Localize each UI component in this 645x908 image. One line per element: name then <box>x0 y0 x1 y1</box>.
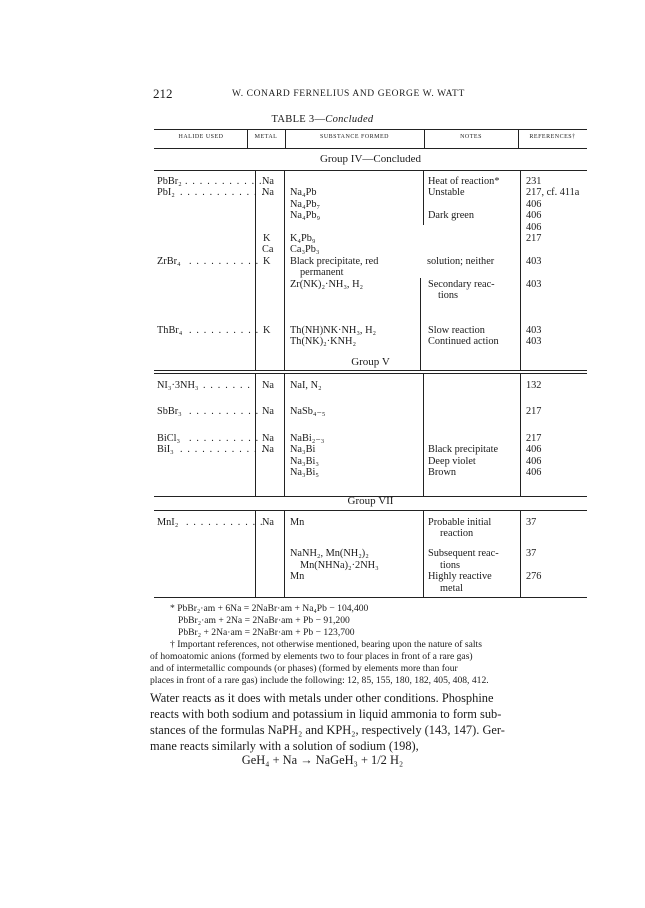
col-header-substance: SUBSTANCE FORMED <box>319 134 390 140</box>
body-text-line: mane reacts similarly with a solution of sodium (198), <box>150 739 419 753</box>
page-number: 212 <box>153 86 173 101</box>
reference-cell: 406 <box>526 467 542 478</box>
substance-cell: NaSb₄₋₅ <box>290 406 326 417</box>
reference-cell: 403 <box>526 325 542 336</box>
leader-dots: . . . . . . . . . . . <box>186 517 264 528</box>
notes-divider-g4a <box>423 170 424 225</box>
col-header-notes: NOTES <box>460 134 482 140</box>
metal-right-divider-g5 <box>284 373 285 496</box>
notes-cell: Continued action <box>428 336 499 347</box>
table-bottom-rule <box>154 597 587 598</box>
reference-cell: 406 <box>526 222 542 233</box>
substance-cell: permanent <box>300 267 344 278</box>
reference-cell: 217 <box>526 433 542 444</box>
refs-divider-g5 <box>520 373 521 496</box>
notes-cell: Probable initial <box>428 517 492 528</box>
metal-cell: Na <box>262 187 275 198</box>
notes-cell: Highly reactive <box>428 571 492 582</box>
notes-cell: tions <box>440 560 461 571</box>
metal-cell: K <box>263 256 271 267</box>
body-text-line: stances of the formulas NaPH₂ and KPH₂, respectively (143, 147). Ger- <box>150 723 505 737</box>
substance-cell: Zr(NK)₂·NH₃, H₂ <box>290 279 364 290</box>
metal-cell: Na <box>262 444 275 455</box>
leader-dots: . . . . . . . . . . <box>189 325 260 336</box>
metal-cell: Ca <box>262 244 274 255</box>
substance-cell: Na₄Pb₉ <box>290 210 321 221</box>
notes-cell: Unstable <box>428 187 465 198</box>
metal-cell: Na <box>262 176 275 187</box>
metal-cell: Na <box>262 433 275 444</box>
substance-cell: Mn <box>290 517 305 528</box>
substance-cell: Mn <box>290 571 305 582</box>
germane-equation: GeH₄ + Na → NaGeH₃ + 1/2 H₂ <box>241 753 404 767</box>
group-v-rule-top <box>154 370 587 371</box>
reference-cell: 406 <box>526 199 542 210</box>
substance-cell: Na₃Bi <box>290 444 316 455</box>
footnote-dagger-line: of homoatomic anions (formed by elements two to four places in front of a rare gas) <box>150 651 473 662</box>
substance-cell: Na₃Bi₅ <box>290 467 319 478</box>
refs-divider-g7 <box>520 510 521 597</box>
substance-cell: Black precipitate, red <box>290 256 379 267</box>
leader-dots: . . . . . . . . . . <box>189 406 260 417</box>
notes-cell: Heat of reaction* <box>428 176 500 187</box>
metal-cell: Na <box>262 517 275 528</box>
notes-cell: solution; neither <box>427 256 495 267</box>
metal-right-divider-g4 <box>284 170 285 370</box>
reference-cell: 406 <box>526 444 542 455</box>
footnote-dagger-line: places in front of a rare gas) include the following: 12, 85, 155, 180, 182, 405, 408, 412. <box>150 675 489 686</box>
substance-cell: Th(NK)₂·KNH₂ <box>290 336 357 347</box>
substance-cell: Na₄Pb <box>290 187 317 198</box>
group-vii-heading: Group VII <box>347 495 394 507</box>
substance-cell: NaBi₂₋₃ <box>290 433 325 444</box>
halide-pbi2: PbI₂ <box>157 187 175 198</box>
col-header-metal: METAL <box>254 134 278 140</box>
group-v-rule <box>154 373 587 374</box>
table-title-concluded: Concluded <box>325 114 374 125</box>
col-header-halide: HALIDE USED <box>178 134 224 140</box>
halide-thbr4: ThBr₄ <box>157 325 183 336</box>
metal-cell: K <box>263 233 271 244</box>
reference-cell: 217 <box>526 406 542 417</box>
halide-ni3: NI₃·3NH₃ <box>157 380 199 391</box>
running-header-authors: W. CONARD FERNELIUS AND GEORGE W. WATT <box>232 89 465 99</box>
notes-divider-g5 <box>423 373 424 496</box>
reference-cell: 406 <box>526 210 542 221</box>
metal-cell: K <box>263 325 271 336</box>
footnote-equation-2: PbBr₂·am + 2Na = 2NaBr·am + Pb − 91,200 <box>178 615 350 626</box>
substance-cell: Ca₃Pb₃ <box>290 244 320 255</box>
metal-right-divider-g7 <box>284 510 285 597</box>
body-text-line: reacts with both sodium and potassium in liquid ammonia to form sub- <box>150 707 502 721</box>
footnote-dagger-line: and of intermetallic compounds (or phases) (formed by elements more than four <box>150 663 458 674</box>
reference-cell: 403 <box>526 279 542 290</box>
halide-zrbr4: ZrBr₄ <box>157 256 181 267</box>
notes-cell: Black precipitate <box>428 444 499 455</box>
metal-left-divider-g4 <box>255 170 256 370</box>
notes-divider-g7 <box>423 510 424 597</box>
notes-cell: Deep violet <box>428 456 476 467</box>
notes-cell: metal <box>440 583 463 594</box>
group-vii-rule <box>154 510 587 511</box>
substance-cell: Mn(NHNa)₂·2NH₃ <box>300 560 379 571</box>
notes-cell: reaction <box>440 528 474 539</box>
leader-dots: . . . . . . . . . . <box>189 256 260 267</box>
table-title-main: TABLE 3— <box>271 114 326 125</box>
table-title <box>0 114 645 125</box>
halide-sbbr3: SbBr₃ <box>157 406 182 417</box>
group-v-heading: Group V <box>351 356 390 368</box>
reference-cell: 276 <box>526 571 542 582</box>
metal-cell: Na <box>262 380 275 391</box>
notes-cell: Secondary reac- <box>428 279 495 290</box>
notes-cell: Subsequent reac- <box>428 548 499 559</box>
reference-cell: 403 <box>526 336 542 347</box>
footnote-equation-1: * PbBr₂·am + 6Na = 2NaBr·am + Na₄Pb − 104,400 <box>170 603 369 614</box>
footnote-equation-3: PbBr₂ + 2Na·am = 2NaBr·am + Pb − 123,700 <box>178 627 355 638</box>
leader-dots: . . . . . . . . . . . <box>185 176 263 187</box>
notes-cell: Brown <box>428 467 457 478</box>
refs-divider-g4 <box>520 170 521 370</box>
group-iv-rule <box>154 170 587 171</box>
halide-pbbr2: PbBr₂ <box>157 176 182 187</box>
substance-cell: K₄Pb₉ <box>290 233 316 244</box>
leader-dots: . . . . . . . . . . . . <box>180 187 266 198</box>
reference-cell: 406 <box>526 456 542 467</box>
substance-cell: Th(NH)NK·NH₃, H₂ <box>290 325 377 336</box>
header-bottom-rule <box>154 148 587 149</box>
halide-bii3: BiI₃ <box>157 444 174 455</box>
leader-dots: . . . . . . . . . . <box>189 433 260 444</box>
halide-bicl3: BiCl₃ <box>157 433 181 444</box>
notes-cell: Dark green <box>428 210 475 221</box>
group-iv-heading: Group IV—Concluded <box>319 153 422 165</box>
halide-mni2: MnI₂ <box>157 517 179 528</box>
notes-cell: Slow reaction <box>428 325 485 336</box>
body-text-line: Water reacts as it does with metals under other conditions. Phosphine <box>150 691 494 705</box>
substance-cell: Na₃Bi₃ <box>290 456 319 467</box>
col-header-references: REFERENCES† <box>529 134 576 140</box>
notes-cell: tions <box>438 290 459 301</box>
reference-cell: 217 <box>526 233 542 244</box>
reference-cell: 217, cf. 411a <box>526 187 580 198</box>
leader-dots: . . . . . . . . . . . . <box>180 444 266 455</box>
reference-cell: 231 <box>526 176 542 187</box>
substance-cell: NaNH₂, Mn(NH₂)₂ <box>290 548 369 559</box>
footnote-dagger-line: † Important references, not otherwise mentioned, bearing upon the nature of salts <box>170 639 482 650</box>
metal-cell: Na <box>262 406 275 417</box>
table-top-rule <box>154 129 587 130</box>
reference-cell: 37 <box>526 517 537 528</box>
substance-cell: Na₄Pb₇ <box>290 199 321 210</box>
leader-dots: . . . . . . . <box>203 380 252 391</box>
substance-cell: NaI, N₂ <box>290 380 322 391</box>
reference-cell: 37 <box>526 548 537 559</box>
reference-cell: 132 <box>526 380 542 391</box>
reference-cell: 403 <box>526 256 542 267</box>
